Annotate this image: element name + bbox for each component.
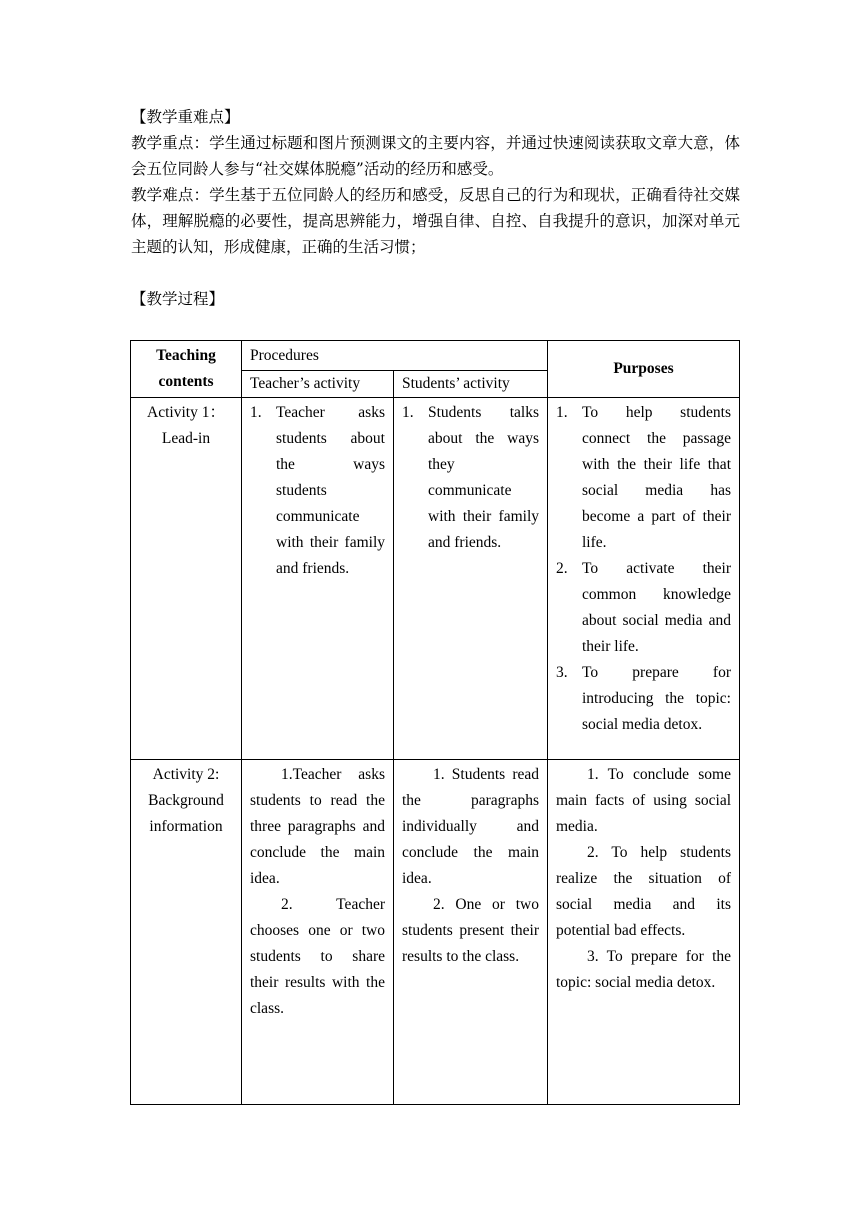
activity-2-teacher [242,760,394,1105]
header-teaching-contents: Teaching contents [131,341,242,398]
activity-1-students [394,398,548,760]
activity-2-content: Activity 2: Background information [131,760,242,1105]
list-item: 1. Students talks about the ways they communicate with their family and friends. [402,404,539,551]
list-item: 2. To activate their common knowledge about social media and their life. [556,560,731,655]
difficulty-text: 教学难点：学生基于五位同龄人的经历和感受，反思自己的行为和现状，正确看待社交媒体，理解脱瘾的必要性，提高思辨能力，增强自律、自控、自我提升的意识，加深对单元主题的认知，形成健康，正确的生活习惯； [131,186,740,256]
activity-2-students [394,760,548,1105]
table-header-row [131,341,740,371]
list-item: 1. To conclude some main facts of using social media. [556,766,731,835]
list-item: 1. Students read the paragraphs individually and conclude the main idea. [402,766,539,887]
header-purposes: Purposes [548,341,740,398]
table-row [131,760,740,1105]
header-procedures: Procedures [242,341,548,371]
key-points-heading: 【教学重难点】 [131,108,240,126]
activity-2-purposes [548,760,740,1105]
activity-1-content: Activity 1：Lead-in [131,398,242,760]
teaching-process-table [130,340,740,1105]
list-item: 2. Teacher chooses one or two students to share their results with the class. [250,896,385,1017]
activity-1-teacher [242,398,394,760]
table-row [131,398,740,760]
header-teacher-activity: Teacher’s activity [242,371,394,398]
list-item: 1. Teacher asks students about the ways students communicate with their family and friends. [250,404,385,577]
list-item: 1. To help students connect the passage with the their life that social media has become a part of their life. [556,404,731,551]
list-item: 1.Teacher asks students to read the three paragraphs and conclude the main idea. [250,766,385,887]
list-item: 3. To prepare for introducing the topic: social media detox. [556,664,731,733]
intro-section [131,104,740,260]
activity-1-purposes [548,398,740,760]
list-item: 2. One or two students present their results to the class. [402,896,539,965]
list-item: 3. To prepare for the topic: social media detox. [556,948,731,991]
list-item: 2. To help students realize the situation of social media and its potential bad effects. [556,844,731,939]
process-heading: 【教学过程】 [131,290,225,308]
header-students-activity: Students’ activity [394,371,548,398]
key-point-text: 教学重点：学生通过标题和图片预测课文的主要内容，并通过快速阅读获取文章大意，体会五位同龄人参与“社交媒体脱瘾”活动的经历和感受。 [131,134,740,178]
